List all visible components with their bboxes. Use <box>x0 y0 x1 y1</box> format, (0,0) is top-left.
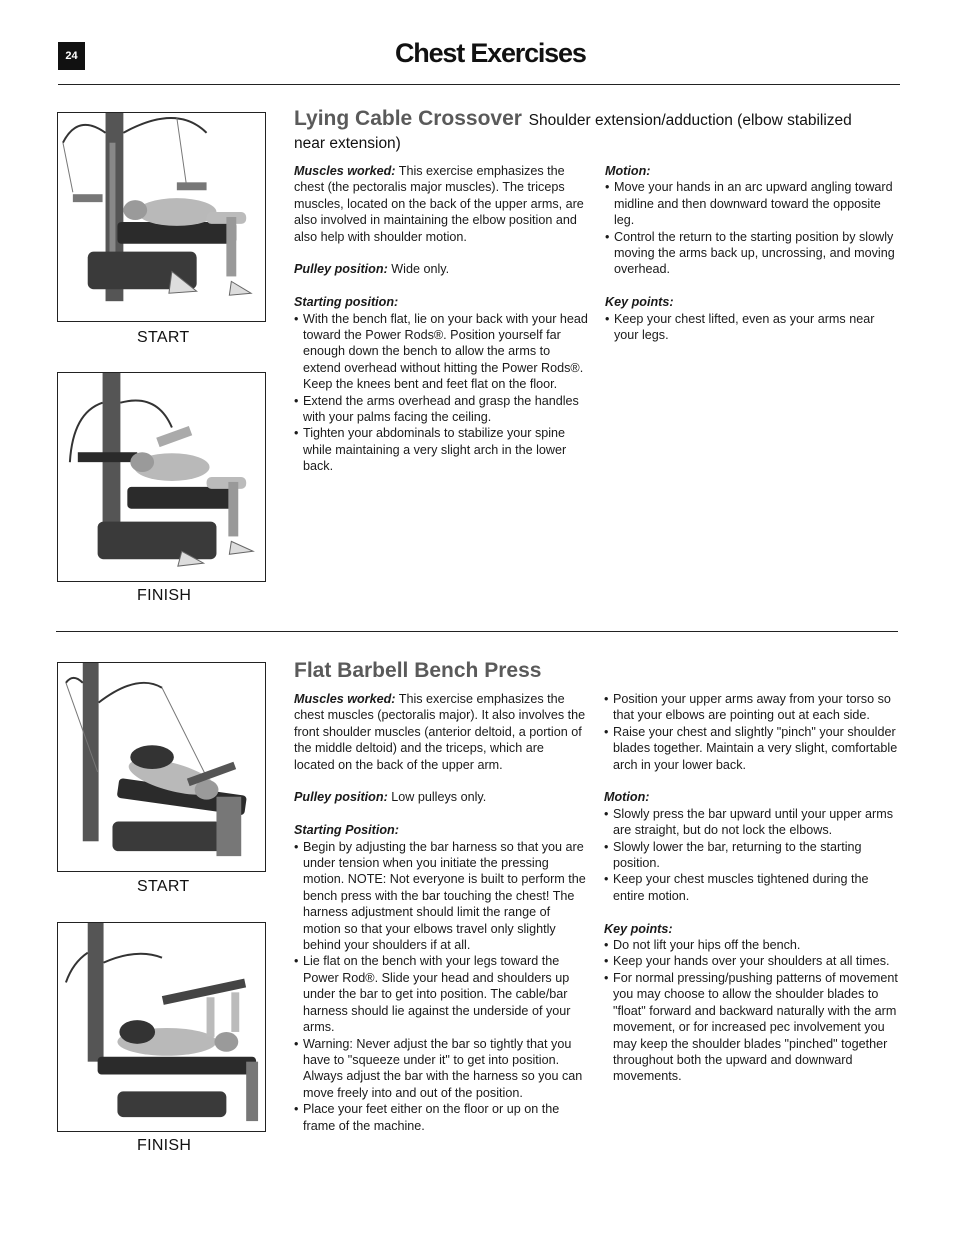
key-points-list <box>604 937 898 1085</box>
header-rule <box>58 84 900 85</box>
muscles-worked-text: This exercise emphasizes the chest muscles (pectoralis major). It also involves the front shoulder muscles (anterior deltoid, a portion of the middle deltoid) and the triceps, which are located on the back of the upper arm. <box>294 692 586 772</box>
list-item: • Keep your chest muscles tightened during the entire motion. <box>604 871 898 904</box>
list-item: • Raise your chest and slightly "pinch" your shoulder blades together. Maintain a very slight, comfortable arch in your lower back. <box>604 724 898 773</box>
key-points-label: Key points: <box>605 295 674 310</box>
list-item: • Warning: Never adjust the bar so tightly that you have to "squeeze under it" to get into position. Always adjust the bar with the harness so you can move freely into and out of the position. <box>294 1036 588 1102</box>
page-number: 24 <box>58 42 85 70</box>
section1-right-column <box>605 163 897 343</box>
muscles-worked-label: Muscles worked: <box>294 692 396 706</box>
section-title-flat-barbell-bench-press <box>294 656 541 684</box>
muscles-worked-text: This exercise emphasizes the chest (the pectoralis major muscles). The triceps muscles, located on the back of the upper arms, are also involved in maintaining the elbow position and also help with shoulder motion. <box>294 164 584 244</box>
finish-caption: FINISH <box>137 1137 192 1154</box>
page-title: Chest Exercises <box>395 38 586 68</box>
list-item: • Begin by adjusting the bar harness so that you are under tension when you initiate the pressing motion. NOTE: Not everyone is built to perform the bench press with the bar touching the chest! The harness adjustment should limit the range of motion so that your elbows travel only slightly behind your shoulders if at all. <box>294 839 588 954</box>
exercise-subtitle: Shoulder extension/adduction (elbow stabilized near extension) <box>294 112 852 152</box>
bench-press-finish-photo <box>57 922 266 1132</box>
starting-position-list <box>294 839 588 1134</box>
section2-right-column <box>604 691 898 1085</box>
starting-position-list <box>294 311 588 475</box>
list-item: • Extend the arms overhead and grasp the handles with your palms facing the ceiling. <box>294 393 588 426</box>
list-item: • For normal pressing/pushing patterns of movement you may choose to allow the shoulder blades to "float" forward and backward naturally with the arm movement, or for increased pec involvement you may keep the shoulder blades "pinched" together throughout both the upward and downward movements. <box>604 970 898 1085</box>
key-points-list <box>605 311 897 344</box>
motion-list <box>605 179 897 277</box>
list-item: • With the bench flat, lie on your back with your head toward the Power Rods®. Position yourself far enough down the bench to allow the arms to extend overhead without hitting the Power Rods®. Keep the knees bent and feet flat on the floor. <box>294 311 588 393</box>
starting-position-list-continued <box>604 691 898 773</box>
muscles-worked-label: Muscles worked: <box>294 164 396 178</box>
exercise-name: Lying Cable Crossover <box>294 107 522 130</box>
start-caption: START <box>137 878 190 895</box>
motion-list <box>604 806 898 904</box>
list-item: • Slowly lower the bar, returning to the starting position. <box>604 839 898 872</box>
motion-label: Motion: <box>604 790 650 805</box>
starting-position-label: Starting position: <box>294 295 399 310</box>
exercise-name: Flat Barbell Bench Press <box>294 659 542 682</box>
motion-label: Motion: <box>605 164 651 178</box>
list-item: • Lie flat on the bench with your legs toward the Power Rod®. Slide your head and shoulders up under the bar to get into position. The cable/bar harness should lie against the underside of your arms. <box>294 953 588 1035</box>
section-divider <box>56 631 898 632</box>
list-item: • Place your feet either on the floor or up on the frame of the machine. <box>294 1101 588 1134</box>
list-item: • Do not lift your hips off the bench. <box>604 937 898 953</box>
finish-caption: FINISH <box>137 587 192 604</box>
bench-press-start-photo <box>57 662 266 872</box>
section1-left-column <box>294 163 588 475</box>
pulley-position-text: Low pulleys only. <box>391 790 487 805</box>
list-item: • Slowly press the bar upward until your upper arms are straight, but do not lock the elbows. <box>604 806 898 839</box>
pulley-position-label: Pulley position: <box>294 262 388 277</box>
list-item: • Tighten your abdominals to stabilize your spine while maintaining a very slight arch in the lower back. <box>294 425 588 474</box>
list-item: • Keep your chest lifted, even as your arms near your legs. <box>605 311 897 344</box>
cable-crossover-start-photo <box>57 112 266 322</box>
pulley-position-text: Wide only. <box>391 262 450 277</box>
cable-crossover-finish-photo <box>57 372 266 582</box>
list-item: • Keep your hands over your shoulders at all times. <box>604 953 898 969</box>
pulley-position-label: Pulley position: <box>294 790 388 805</box>
start-caption: START <box>137 329 190 346</box>
starting-position-label: Starting Position: <box>294 823 399 838</box>
list-item: • Position your upper arms away from your torso so that your elbows are pointing out at each side. <box>604 691 898 724</box>
section-title-lying-cable-crossover <box>294 108 874 154</box>
list-item: • Move your hands in an arc upward angling toward midline and then downward toward the opposite leg. <box>605 179 897 228</box>
section2-left-column <box>294 691 588 1134</box>
key-points-label: Key points: <box>604 921 673 936</box>
list-item: • Control the return to the starting position by slowly moving the arms back up, uncrossing, and moving overhead. <box>605 229 897 278</box>
